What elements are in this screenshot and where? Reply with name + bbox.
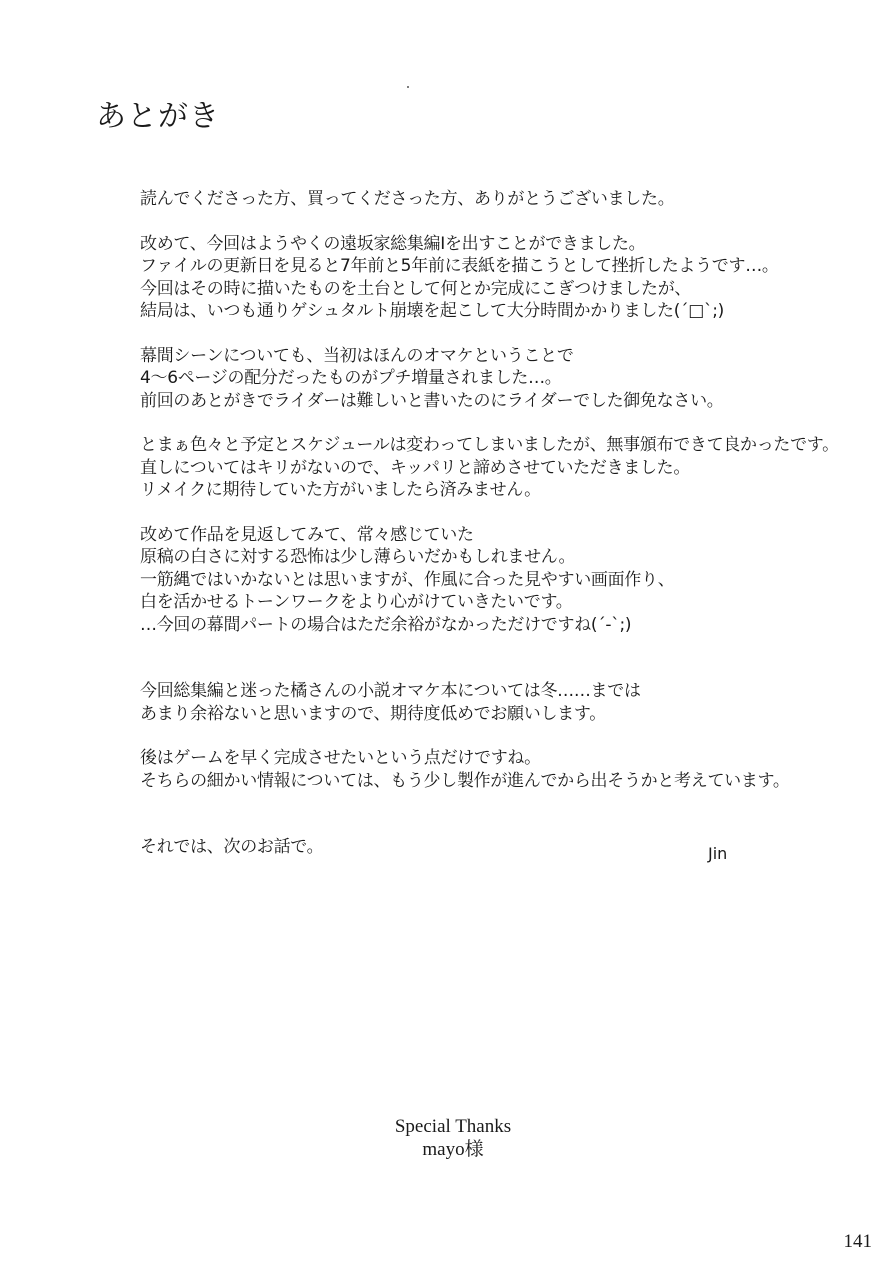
text-line: リメイクに期待していた方がいましたら済みません。	[140, 480, 541, 500]
paragraph-compilation	[140, 233, 840, 323]
special-thanks-heading: Special Thanks	[394, 1116, 512, 1137]
text-line: そちらの細かい情報については、もう少し製作が進んでから出そうかと考えています。	[140, 770, 790, 791]
text-line: 後はゲームを早く完成させたいという点だけですね。	[140, 748, 541, 768]
text-line: 改めて作品を見返してみて、常々感じていた	[140, 524, 474, 545]
text-line: 今回はその時に描いたものを土台として何とか完成にこぎつけましたが、	[140, 278, 692, 299]
text-line: ファイルの更新日を見ると7年前と5年前に表紙を描こうとして挫折したようです…。	[140, 256, 779, 276]
text-line: …今回の幕間パートの場合はただ余裕がなかっただけですね(´-`;)	[140, 614, 632, 635]
paragraph-closing	[140, 836, 840, 859]
author-signature: Jin	[708, 844, 728, 863]
paragraph-interlude	[140, 345, 840, 413]
text-line: 前回のあとがきでライダーは難しいと書いたのにライダーでした御免なさい。	[140, 390, 724, 411]
text-line: 今回総集編と迷った橘さんの小説オマケ本については冬……までは	[140, 681, 641, 701]
text-line: 原稿の白さに対する恐怖は少し薄らいだかもしれません。	[140, 547, 576, 567]
paragraph-game	[140, 747, 840, 792]
text-line: 結局は、いつも通りゲシュタルト崩壊を起こして大分時間かかりました(´□`;)	[140, 301, 724, 321]
text-line: 4〜6ページの配分だったものがプチ増量されました…。	[140, 368, 562, 388]
text-line: とまぁ色々と予定とスケジュールは変わってしまいましたが、無事頒布できて良かったです。	[140, 435, 839, 455]
text-line: それでは、次のお話で。	[140, 837, 324, 857]
text-line: 読んでくださった方、買ってくださった方、ありがとうございました。	[140, 189, 675, 209]
page-title: あとがき	[96, 99, 220, 134]
text-line: 一筋縄ではいかないとは思いますが、作風に合った見やすい画面作り、	[140, 569, 675, 590]
text-line: 幕間シーンについても、当初はほんのオマケということで	[140, 345, 574, 366]
text-line: 改めて、今回はようやくの遠坂家総集編Ⅰを出すことができました。	[140, 233, 646, 254]
text-line: あまり余裕ないと思いますので、期待度低めでお願いします。	[140, 703, 606, 724]
paragraph-schedule	[140, 434, 840, 502]
page-number: 141	[843, 1231, 872, 1252]
afterword-body	[140, 188, 840, 881]
paragraph-reflection	[140, 524, 840, 637]
paragraph-thanks	[140, 188, 840, 211]
text-line: 直しについてはキリがないので、キッパリと諦めさせていただきました。	[140, 457, 691, 478]
scan-speck	[407, 86, 409, 88]
special-thanks-name: mayo様	[422, 1139, 484, 1160]
paragraph-novel	[140, 680, 840, 725]
text-line: 白を活かせるトーンワークをより心がけていきたいです。	[140, 592, 573, 612]
